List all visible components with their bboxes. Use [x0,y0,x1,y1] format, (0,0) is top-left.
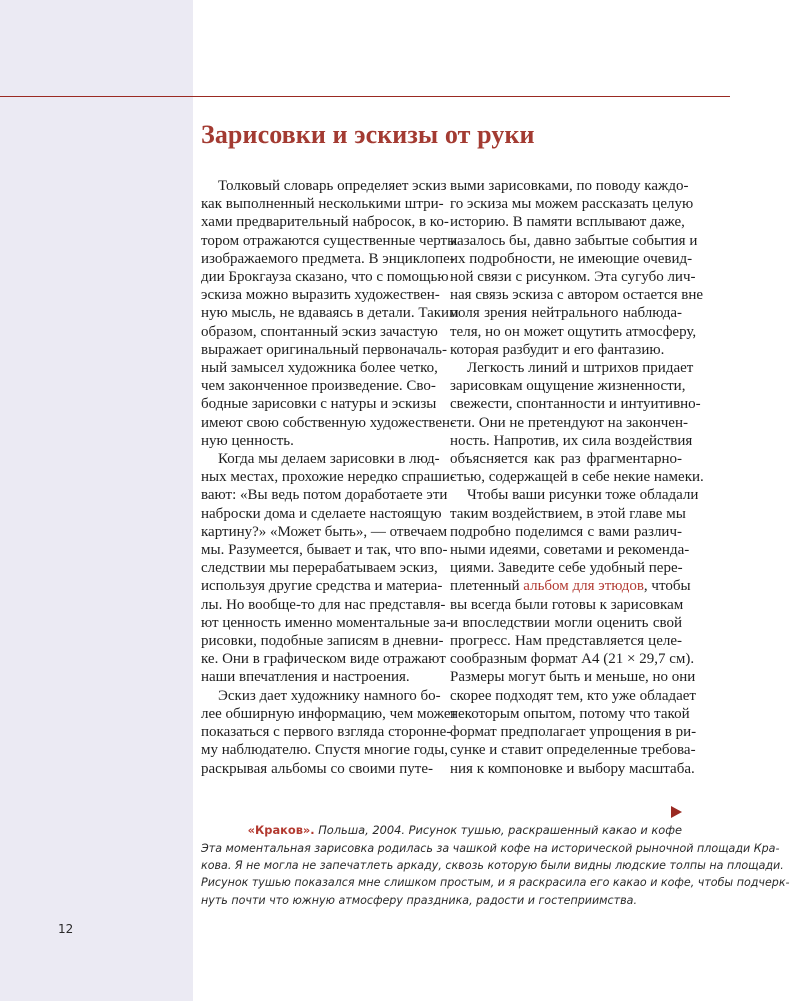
paragraph-2 [201,450,455,687]
text-line: ность. Напротив, их сила воздействия [450,432,693,449]
text-line: му наблюдателю. Спустя многие годы, [201,742,449,759]
text-line: их подробности, не имеющие очевид- [450,250,693,267]
text-line: тором отражаются существенные черты [201,232,458,249]
text-line: ют ценность именно моментальные за- [201,614,452,631]
text-line: чем законченное произведение. Сво- [201,378,436,395]
text-line: скорее подходят тем, кто уже обладает [450,687,696,704]
text-line: лее обширную информацию, чем может [201,705,458,722]
text-line: Легкость линий и штрихов придает [467,360,694,377]
text-line: и впоследствии могли оценить свой [450,614,682,631]
text-line: лы. Но вообще-то для нас представля- [201,596,446,613]
text-line: ния к компоновке и выбору масштаба. [450,760,695,777]
text-line: ке. Они в графическом виде отражают [201,651,446,668]
text-line: зарисовкам ощущение жизненности, [450,378,686,395]
caption-place: «Краков». [247,823,315,837]
text-line: историю. В памяти всплывают даже, [450,214,685,231]
text-line: Эскиз дает художнику намного бо- [218,687,441,704]
text-column-right [450,177,704,778]
text-line: бодные зарисовки с натуры и эскизы [201,396,437,413]
text-line: раскрывая альбомы со своими путе- [201,760,433,777]
text-line: как выполненный несколькими штри- [201,196,444,213]
text-line: циями. Заведите себе удобный пере- [450,560,683,577]
text-line: выражает оригинальный первоначаль- [201,341,447,358]
caption-line: Рисунок тушью показался мне слишком простым, и я раскрасила его какао и кофе, чтобы подчерк- [201,876,790,890]
text-line: го эскиза мы можем рассказать целую [450,196,694,213]
paragraph-5 [450,486,699,777]
text-line: стью, содержащей в себе некие намеки. [450,469,704,486]
text-line: ная связь эскиза с автором остается вне [450,287,704,304]
paragraph-1 [201,177,459,450]
paragraph-3 [201,687,458,778]
text-line: Когда мы делаем зарисовки в люд- [218,451,440,468]
caption-pointer-icon [671,806,682,818]
paragraph-4 [450,359,704,486]
text-line: ными идеями, советами и рекоменда- [450,542,690,559]
text-line: ную мысль, не вдаваясь в детали. Таким [201,305,459,322]
text-line: дии Брокгауза сказано, что с помощью [201,269,449,286]
text-line: формат предполагает упрощения в ри- [450,724,697,741]
chapter-title: Зарисовки и эскизы от руки [201,120,535,149]
text-line: таким воздействием, в этой главе мы [450,505,686,522]
text-line: показаться с первого взгляда стороннe- [201,724,452,741]
text-line: ный замысел художника более четко, [201,360,438,377]
text-line: хами предварительный набросок, в ко- [201,214,449,231]
text-line: сти. Они не претендуют на закончен- [450,414,688,431]
text-line: изображаемого предмета. В энциклопе- [201,250,455,267]
text-line: образом, спонтанный эскиз зачастую [201,323,438,340]
header-rule [0,96,730,97]
text-line: некоторым опытом, потому что такой [450,705,690,722]
text-line: Размеры могут быть и меньше, но они [450,669,696,686]
caption-line: нуть почти что южную атмосферу праздника, радости и гостеприимства. [201,893,637,907]
text-line: вают: «Вы ведь потом доработаете эти [201,487,448,504]
text-line: следствии мы перерабатываем эскиз, [201,560,438,577]
text-line: Чтобы ваши рисунки тоже обладали [467,487,699,504]
text-line: поля зрения нейтрального наблюда- [450,305,682,322]
text-line: плетенный альбом для этюдов, чтобы [450,578,691,595]
text-line: рисовки, подобные записям в дневни- [201,633,444,650]
text-line: ную ценность. [201,432,294,449]
text-line: имеют свою собственную художествен- [201,414,456,431]
page-number: 12 [58,922,74,936]
text-line: сообразным формат А4 (21 × 29,7 см). [450,651,695,668]
caption-details: Польша, 2004. Рисунок тушью, раскрашенный какао и кофе [314,823,682,837]
caption-heading [248,823,682,837]
left-margin-band [0,0,193,1001]
text-line: используя другие средства и материа- [201,578,443,595]
text-line: сунке и ставит определенные требова- [450,742,696,759]
text-line: вы всегда были готовы к зарисовкам [450,596,684,613]
text-line: выми зарисовками, по поводу каждо- [450,178,689,194]
text-line: прогресс. Нам представляется целе- [450,633,682,650]
text-line: мы. Разумеется, бывает и так, что впо- [201,542,448,559]
text-line: теля, но он может ощутить атмосферу, [450,323,697,340]
text-line: которая разбудит и его фантазию. [450,341,665,358]
figure-caption [201,840,790,909]
text-line: наши впечатления и настроения. [201,669,410,686]
text-line: свежести, спонтанности и интуитивно- [450,396,701,413]
text-line: ной связи с рисунком. Эта сугубо лич- [450,269,696,286]
caption-line: Эта моментальная зарисовка родилась за чашкой кофе на исторической рыночной площади Кра- [201,842,780,855]
text-column-left [201,177,459,778]
text-line: подробно поделимся с вами различ- [450,523,682,540]
paragraph-3-continued [450,177,704,359]
text-line: картину?» «Может быть», — отвечаем [201,523,448,540]
highlight-term: альбом для этюдов [523,578,644,595]
text-line: эскиза можно выразить художествен- [201,287,440,304]
text-line: казалось бы, давно забытые события и [450,232,698,249]
text-line: ных местах, прохожие нередко спраши- [201,469,455,486]
text-line: объясняется как раз фрагментарно- [450,451,682,468]
caption-line: кова. Я не могла не запечатлеть аркаду, сквозь которую были видны людские толпы на площади. [201,859,784,873]
text-line: наброски дома и сделаете настоящую [201,505,442,522]
text-line: Толковый словарь определяет эскиз [218,178,447,194]
